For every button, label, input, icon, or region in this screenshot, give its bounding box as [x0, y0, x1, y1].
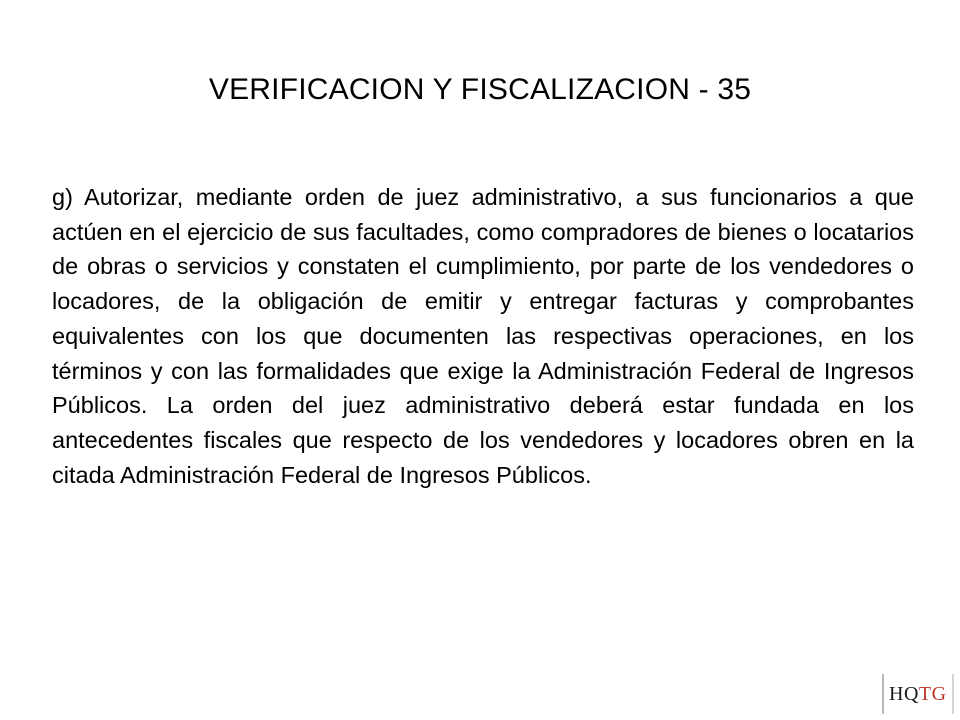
- slide-title: VERIFICACION Y FISCALIZACION - 35: [208, 73, 752, 106]
- logo-text: [884, 684, 952, 704]
- slide-body-text: g) Autorizar, mediante orden de juez administrativo, a sus funcionarios a que actúen en el ejercicio de sus facultades, como compradores de bienes o locatarios de obras o servicios y constaten el cumplimiento, por parte de los vendedores o locadores, de la obligación de emitir y entregar facturas y comprobantes equivalentes con los que documenten las respectivas operaciones, en los términos y con las formalidades que exige la Administración Federal de Ingresos Públicos. La orden del juez administrativo deberá estar fundada en los antecedentes fiscales que respecto de los vendedores y locadores obren en la citada Administración Federal de Ingresos Públicos.: [52, 184, 914, 488]
- logo-right-bar: [952, 674, 954, 714]
- logo-text-dark: HQ: [889, 683, 919, 705]
- hqtg-logo: [882, 672, 954, 716]
- logo-text-accent: TG: [918, 683, 947, 705]
